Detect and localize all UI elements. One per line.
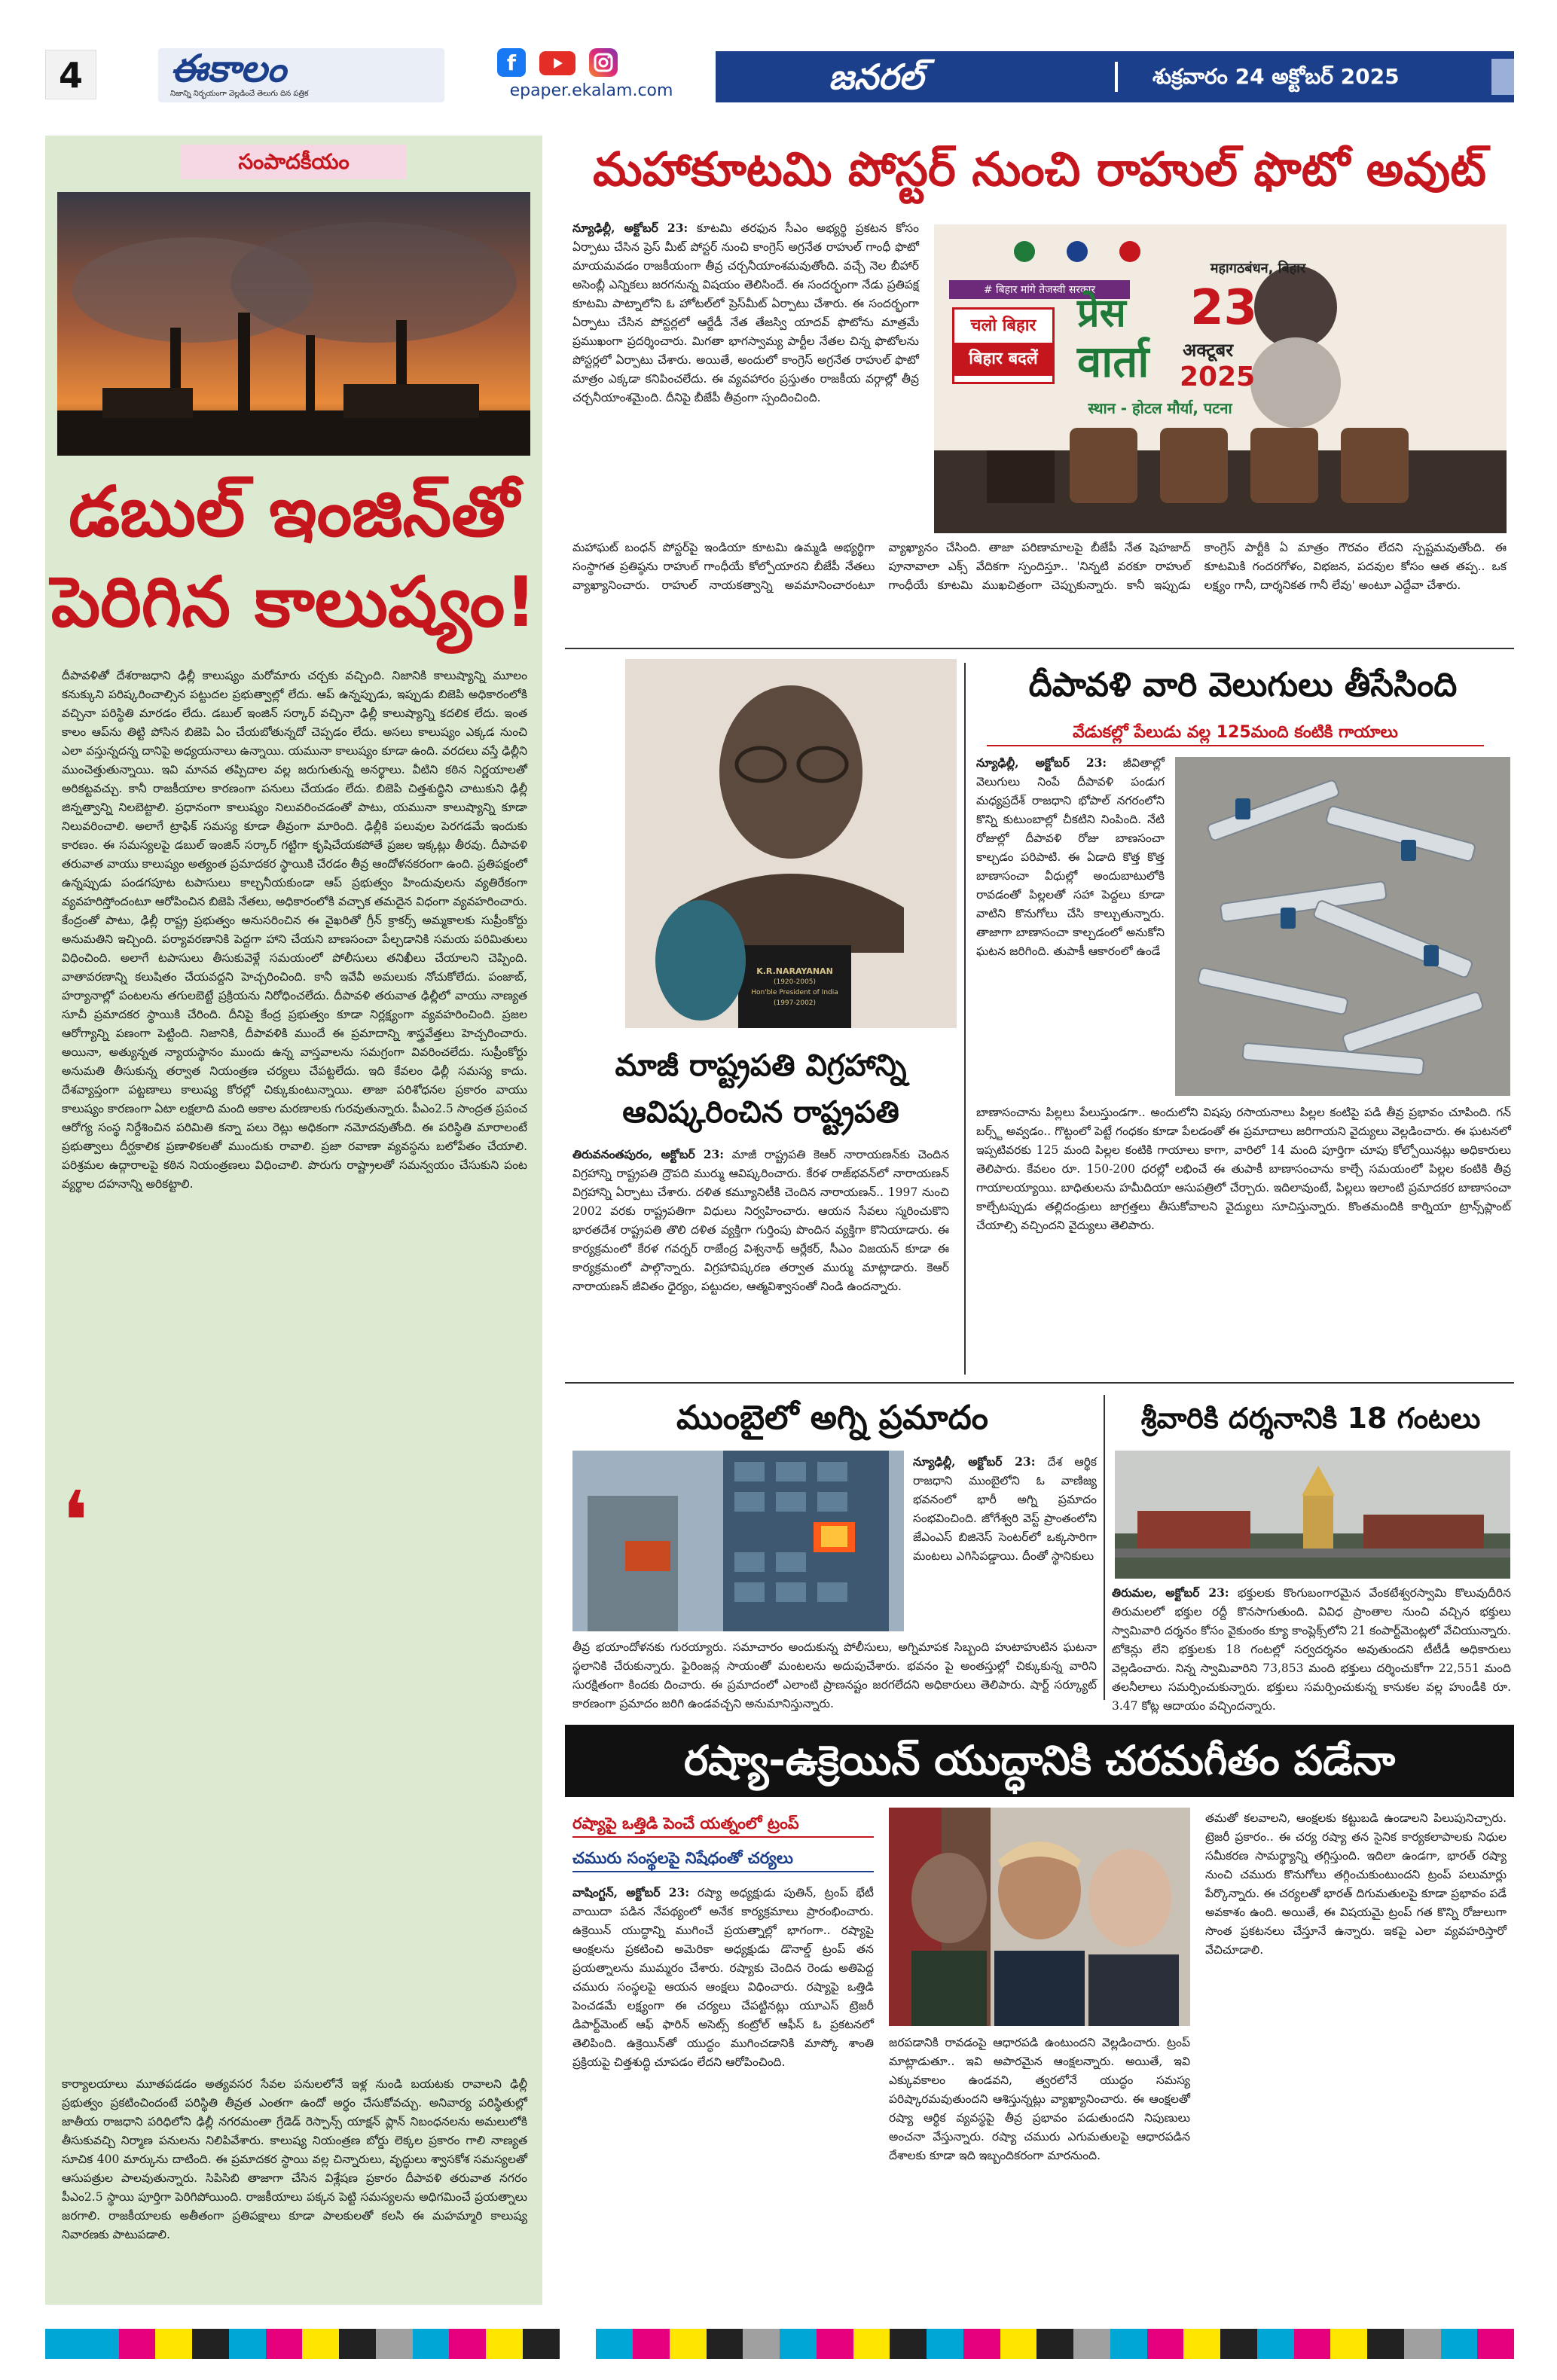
plaque-years: (1920-2005) xyxy=(773,978,817,986)
banner-end-block xyxy=(1491,59,1514,95)
story1-body-bottom: మహాఘట్ బంధన్ పోస్టర్‌పై ఇండియా కూటమి ఉమ్మడి అభ్యర్థిగా సంస్థాగత ప్రతిష్ఠను రాహుల్ గాంధీయే కోల్పోయారని బీజేపీ నేతలు వ్యాఖ్యానించారు. రాహుల్ నాయకత్వాన్ని అవమానించారంటూ వ్యాఖ్యానం చేసింది. తాజా పరిణామాలపై బీజేపీ నేత షెహజాద్ పూనావాలా ఎక్స్ వేదికగా స్పందిస్తూ.. 'నిన్నటి వరకూ రాహుల్ గాంధీయే కూటమి ముఖచిత్రంగా చెప్పుకున్నారు. కానీ ఇప్పుడు కాంగ్రెస్ పార్టీకి ఏ మాత్రం గౌరవం లేదని స్పష్టమవుతోంది. ఈ కూటమికి గందరగోళం, విభజన, పదవుల కోసం ఆత తప్ప.. ఒక లక్ష్యం గానీ, దార్శనికత గానీ లేవు' అంటూ ఎద్దేవా చేశారు. xyxy=(572,541,1507,592)
color-swatch xyxy=(1036,2329,1073,2359)
story3-text-block xyxy=(572,1145,949,1375)
editorial-headline-line1: డబుల్ ఇంజిన్‌తో xyxy=(69,471,519,552)
color-swatch xyxy=(486,2329,523,2359)
color-swatch xyxy=(927,2329,963,2359)
facebook-icon[interactable]: f xyxy=(497,48,526,77)
story3-headline-line2: ఆవిష్కరించిన రాష్ట్రపతి xyxy=(622,1095,899,1130)
section-title: జనరల్ xyxy=(829,56,924,97)
poster-day: 23 xyxy=(1190,280,1258,336)
poster-chalo2: बिहार बदलें xyxy=(954,343,1052,376)
color-swatch xyxy=(413,2329,450,2359)
press-poster-photo xyxy=(934,224,1507,533)
color-swatch xyxy=(376,2329,413,2359)
color-swatch xyxy=(1073,2329,1110,2359)
story5-body-text: భక్తులకు కొంగుబంగారమైన వేంకటేశ్వరస్వామి కొలువుదీరిన తిరుమలలో భక్తుల రద్దీ కొనసాగుతుంది. వివిధ ప్రాంతాల నుంచి వచ్చిన భక్తులు స్వామివారి దర్శనం కోసం వైకుంఠం క్యూ కాంప్లెక్స్‌లోని 21 కంపార్ట్‌మెంట్లలో వేచియున్నారు. టోకెన్లు లేని భక్తులకు 18 గంటల్లో సర్వదర్శనం అవుతుందని టీటీడీ అధికారులు వెల్లడించారు. నిన్న స్వామివారిని 73,853 మంది భక్తులు దర్శించుకోగా 22,551 మంది తలనీలాలు సమర్పించుకున్నారు. భక్తులు సమర్పించుకున్న కానుకల వల్ల హుండీకి రూ. 3.47 కోట్ల ఆదాయం వచ్చిందన్నారు. xyxy=(1112,1586,1511,1713)
story2-body-bottom: బాణాసంచాను పిల్లలు పేలుస్తుండగా.. అందులోని విషపు రసాయనాలు పిల్లల కంటిపై పడి తీవ్ర ప్రభావం చూపింది. గన్ బర్స్ట్ అవ్వడం.. గొట్టంలో పెట్టే గంధకం కూడా పేలడంతో ఈ ప్రమాదాలు జరిగాయని వైద్యులు వెల్లడించారు. ఈ ఘటనలో ఇప్పటివరకు 125 మంది పిల్లల కంటికి గాయాలు కాగా, వారిలో 14 మంది పూర్తిగా చూపు కోల్పోయినట్లు అధికారులు తెలిపారు. కేవలం రూ. 150-200 ధరల్లో లభించే ఈ తుపాకీ బాణాసంచాను కాల్చే సమయంలో పిల్లల కంటికి తీవ్ర గాయాలయ్యాయి. బాధితులను హమీదియా ఆసుపత్రిలో చేర్చారు. ఇదిలావుంటే, పిల్లలు ఇలాంటి ప్రమాదకర బాణాసంచా కాల్చేటప్పుడు తల్లిదండ్రులు జాగ్రత్తలు తీసుకోవాలని వైద్యులు సూచిస్తున్నారు. కొంతమందికి కార్నియా ట్రాన్స్‌ప్లాంట్ చేయాల్సి వచ్చిందని వైద్యులు తెలిపారు. xyxy=(976,1106,1511,1232)
plaque-name: K.R.NARAYANAN xyxy=(756,966,833,976)
story-statue xyxy=(565,659,957,1378)
color-swatch xyxy=(1294,2329,1331,2359)
color-swatch xyxy=(780,2329,817,2359)
color-swatch xyxy=(963,2329,1000,2359)
story2-body-side: జీవితాల్లో వెలుగులు నింపే దీపావళి పండుగ మధ్యప్రదేశ్ రాజధాని భోపాల్ నగరంలోని కొన్ని కుటుంబాల్లో చీకటిని నింపింది. నేటి రోజుల్లో దీపావళి రోజు బాణసంచా కాల్చడం పరిపాటి. ఈ ఏడాది కొత్త కొత్త బాణాసంచా వీధుల్లో అందుబాటులోకి రావడంతో పిల్లలతో సహా పెద్దలు కూడా వాటిని కొనుగోలు చేసి కాల్చుతున్నారు. తాజాగా బాణాసంచా కాల్చడంలో అనుకోని ఘటన జరిగింది. తుపాకీ ఆకారంలో ఉండే xyxy=(976,756,1165,958)
color-swatch xyxy=(1477,2329,1514,2359)
poster-press: प्रेस xyxy=(1077,291,1126,336)
color-swatch xyxy=(743,2329,780,2359)
youtube-icon[interactable] xyxy=(539,51,575,75)
editorial-panel xyxy=(45,136,542,2305)
story4-text-side xyxy=(913,1452,1097,1633)
color-swatch xyxy=(1257,2329,1294,2359)
story2-text-side xyxy=(976,753,1165,1096)
story1-text-block xyxy=(572,218,919,535)
color-swatch xyxy=(707,2329,743,2359)
color-swatch xyxy=(229,2329,266,2359)
issue-date: శుక్రవారం 24 అక్టోబర్ 2025 xyxy=(1152,64,1400,89)
poster-chalo-box xyxy=(952,307,1055,384)
tirumala-temple-photo xyxy=(1115,1451,1510,1579)
story6-headline: రష్యా-ఉక్రెయిన్ యుద్ధానికి చరమగీతం పడేనా xyxy=(683,1737,1396,1784)
story6-col3: తమతో కలవాలని, ఆంక్షలకు కట్టుబడి ఉండాలని పిలుపునిచ్చారు. ట్రెజరీ ప్రకారం.. ఈ చర్య రష్యా తన సైనిక కార్యకలాపాలకు నిధుల సమీకరణ సామర్థ్యాన్ని తగ్గిస్తుంది. ఇదిలా ఉండగా, భారత్ రష్యా నుంచి చమురు కొనుగోలు తగ్గించుకుంటుందని ట్రంప్ పలుమార్లు పేర్కొన్నారు. ఈ చర్యలతో భారత్ దిగుమతులపై కూడా ప్రభావం పడే అవకాశం ఉంది. అయితే, ఈ విషయమై ట్రంప్ గత కొన్ని రోజులుగా సొంత ప్రకటనలు చేస్తూనే ఉన్నారు. ఇకపై ఎలా వ్యవహరిస్తారో వేచిచూడాలి. xyxy=(1205,1811,1507,1957)
editorial-headline-line2: పెరిగిన కాలుష్యం! xyxy=(50,562,537,642)
story5-body xyxy=(1112,1583,1511,1713)
color-swatch xyxy=(560,2329,597,2359)
logo-tagline: నిజాన్ని నిర్భయంగా వెల్లడించే తెలుగు దిన పత్రిక xyxy=(170,90,309,98)
section-banner xyxy=(716,51,1514,102)
color-swatch xyxy=(1147,2329,1184,2359)
story6-col2: జరపడానికి రావడంపై ఆధారపడి ఉంటుందని వెల్లడించారు. ట్రంప్ మాట్లాడుతూ.. ఇవి అపారమైన ఆంక్షలన్నారు. అయితే, ఇవి ఎక్కువకాలం ఉండవని, త్వరలోనే యుద్ధం సమస్య పరిష్కారమవుతుందని ఆశిస్తున్నట్లు వ్యాఖ్యానించారు. ఈ ఆంక్షలతో రష్యా ఆర్థిక వ్యవస్థపై తీవ్ర ప్రభావం పడుతుందని నిపుణులు అంచనా వేస్తున్నారు. రష్యా చమురు ఎగుమతులపై ఆధారపడిన దేశాలకు కూడా ఇది ఇబ్బందికరంగా మారనుంది. xyxy=(889,2036,1190,2162)
plaque-term: (1997-2002) xyxy=(773,999,817,1007)
poster-year: 2025 xyxy=(1180,362,1256,392)
epaper-url[interactable]: epaper.ekalam.com xyxy=(509,81,673,100)
color-swatch xyxy=(45,2329,82,2359)
story-mahakutami xyxy=(565,136,1514,640)
color-swatch xyxy=(1367,2329,1404,2359)
quote-mark: ❛ xyxy=(62,1476,107,1567)
color-swatch xyxy=(82,2329,119,2359)
story1-body-left: కూటమి తరఫున సీఎం అభ్యర్థి ప్రకటన కోసం ఏర్పాటు చేసిన ప్రెస్ మీట్ పోస్టర్ నుంచి కాంగ్రెస్ అగ్రనేత రాహుల్ గాంధీ ఫొటో మాయమవడం రాజకీయంగా తీవ్ర చర్చనీయాంశమవుతోంది. వచ్చే నెల బీహార్ అసెంబ్లీ ఎన్నికలు జరగనున్న విషయం తెలిసిందే. ఈ సందర్భంగా నేడు ప్రతిపక్ష కూటమి పాట్నాలోని ఓ హోటల్‌లో ప్రెస్‌మీట్ ఏర్పాటు చేశారు. ఈ సందర్భంగా ఏర్పాటు చేసిన పోస్టర్లలో ఆర్జేడీ నేత తేజస్వి యాదవ్ ఫొటోను మాత్రమే ప్రముఖంగా ప్రదర్శించారు. మిగతా భాగస్వామ్య పార్టీల నేతల చిన్న ఫొటోలను పోస్టర్లలో ఏర్పాటు చేశారు. అయితే, అందులో కాంగ్రెస్ అగ్రనేత రాహుల్ ఫొటో మాత్రం ఎక్కడా కనిపించలేదు. ఈ వ్యవహారం ప్రస్తుతం రాజకీయ వర్గాల్లో తీవ్ర చర్చనీయాంశమైంది. దీనిపై బీజేపీ తీవ్రంగా స్పందించింది. xyxy=(572,221,919,404)
editorial-body-2: కార్యాలయాలు మూతపడడం అత్యవసర సేవల పనులలోనే ఇళ్ల నుండి బయటకు రావాలని ఢిల్లీ ప్రభుత్వం ప్రకటించిందంటే పరిస్థితి తీవ్రత ఎంతగా ఉందో అర్థం చేసుకోవచ్చు. అనివార్య పరిస్థితుల్లో జాతీయ రాజధాని పరిధిలోని ఢిల్లీ నగరమంతా గ్రేడెడ్ రెస్పాన్స్ యాక్షన్ ప్లాన్ నిబంధనలను అమలులోకి తీసుకువచ్చి నిర్మాణ పనులను నిలిపివేశారు. కాలుష్య నియంత్రణ బోర్డు లెక్కల ప్రకారం గాలి నాణ్యత సూచిక 400 మార్కును దాటింది. ఈ ప్రమాదకర స్థాయి వల్ల చిన్నారులు, వృద్ధులు శ్వాసకోశ సమస్యలతో ఆసుపత్రుల పాలవుతున్నారు. సిపిసిబి తాజాగా చేసిన విశ్లేషణ ప్రకారం దీపావళి తరువాత నగరం పీఎం2.5 స్థాయి పూర్తిగా పెరిగిపోయింది. రాజకీయాలు పక్కన పెట్టి సమస్యలను అధిగమించే ప్రయత్నాలు జరగాలి. రాజకీయాలకు అతీతంగా ప్రతిపక్షాలు కూడా పాలకులతో కలసి ఈ మహమ్మారి కాలుష్య నివారణకు పాటుపడాలి. xyxy=(62,2077,527,2241)
story3-body: మాజీ రాష్ట్రపతి కెఆర్ నారాయణన్‌కు చెందిన విగ్రహాన్ని రాష్ట్రపతి ద్రౌపది ముర్ము ఆవిష్కరించారు. కేరళ రాజ్‌భవన్‌లో నారాయణన్ విగ్రహాన్ని ఏర్పాటు చేశారు. దళిత కమ్యూనిటీకి చెందిన నారాయణన్.. 1997 నుంచి 2002 వరకు రాష్ట్రపతిగా విధులు నిర్వహించారు. ఆయన సేవలు స్మరించుకొని భారతదేశ రాష్ట్రపతి తొలి దళిత వ్యక్తిగా గుర్తింపు పొందిన వ్యక్తిగా కొనియాడారు. ఈ కార్యక్రమంలో కేరళ గవర్నర్ రాజేంద్ర విశ్వనాథ్ ఆర్లేకర్, సీఎం విజయన్ కూడా ఈ కార్యక్రమంలో పాల్గొన్నారు. విగ్రహావిష్కరణ తర్వాత ముర్ము మాట్లాడారు. కెఆర్ నారాయణన్ జీవితం ధైర్యం, పట్టుదల, ఆత్మవిశ్వాసంతో నిండి ఉందన్నారు. xyxy=(572,1148,949,1293)
divider-2 xyxy=(565,1382,1514,1384)
story2-dateline: న్యూఢిల్లీ, అక్టోబర్ 23: xyxy=(976,755,1107,770)
color-swatch xyxy=(670,2329,707,2359)
color-swatches xyxy=(45,2329,1514,2359)
page-number: 4 xyxy=(45,50,96,99)
color-swatch xyxy=(853,2329,890,2359)
poster-top-label: महागठबंधन, बिहार xyxy=(1210,261,1306,276)
editorial-body-1: దీపావళితో దేశరాజధాని ఢిల్లీ కాలుష్యం మరోమారు చర్చకు వచ్చింది. నిజానికి కాలుష్యాన్ని మూలం కనుక్కుని పరిష్కరించాల్సిన పట్టుదల ప్రభుత్వాల్లో లేదు. ఆప్ ఉన్నప్పుడు, ఇప్పుడు బిజెపి అధికారంలోకి వచ్చినా పరిస్థితి మారడం లేదు. డబుల్ ఇంజిన్ సర్కార్ వచ్చినా ఢిల్లీ కాలుష్యాన్ని కదలిక లేదు. ఇంత కాలం ఆప్‌ను తిట్టి పోసిన బిజెపి ఏం చేయబోతున్నదో చెప్పడం లేదు. అసలు కాలుష్యం ఎక్కడ నుంచి ఎలా వస్తున్నదన్న దానిపై అధ్యయనాలు ఉన్నాయి. యమునా కాలుష్యం కూడా ఉంది. వరదలు వస్తే ఢిల్లీని ముంచెత్తుతున్నాయి. ఇవి మానవ తప్పిదాల వల్ల జరుగుతున్న అనర్థాలు. వీటిని కఠిన నిర్ణయాలతో అరికట్టవచ్చు. కానీ రాజకీయాల కారణంగా పనులు చేయడం లేదు. బిజెపి చిత్తశుద్ధిని చాటుకుని ఢిల్లీ జిన్నత్వాన్ని నిలబెట్టాలి. ప్రధానంగా కాలుష్యం నిలువరించడంతో పాటు, యమునా కాలుష్యాన్ని కూడా నిలువరించాలి. అలాగే ట్రాఫిక్ సమస్య కూడా తీవ్రంగా మారింది. ఢిల్లీకి పలువుల పెరగడమే ఇందుకు కారణం. ఈ సమస్యలపై డబుల్ ఇంజిన్ సర్కార్ గట్టిగా కృషిచేయకపోతే ప్రజల ఇక్కట్లు తీరవు. దీపావళి తరువాత వాయు కాలుష్యం అత్యంత ప్రమాదకర స్థాయికి చేరడం తీవ్ర ఆందోళనకరంగా ఉంది. ప్రతిపక్షంలో ఉన్నప్పుడు పండగపూట టపాసులు కాల్చనీయకుండా ఆప్ ప్రభుత్వం హిందువులను వ్యతిరేకంగా వ్యవహరిస్తోందంటూ ఆరోపించిన బిజెపి నేతలు, అధికారంలోకి వచ్చాక తమదైన విధంగా వ్యవహరించారు. కేంద్రంతో పాటు, ఢిల్లీ రాష్ట్ర ప్రభుత్వం అనుసరించిన ఈ వైఖరితో గ్రీన్ క్రాకర్స్ అమ్మకాలకు సుప్రీంకోర్టు అనుమతిని ఇచ్చింది. పర్యావరణానికి పెద్దగా హాని చేయని బాణసంచా పేల్చడానికి సమయ పరిమితులు విధించింది. అలాగే టపాసులు తీసుకువెళ్లే సమయంలో పోలీసులు తనిఖీలు చేయాలని చెప్పింది. వాతావరణాన్ని కలుషితం చేయవద్దని హెచ్చరించింది. కానీ ఇవేవీ అమలుకు నోచుకోలేదు. పంజాబ్, హర్యానాల్లో పంటలను తగులబెట్టే ప్రక్రియను నిరోధించలేదు. దీపావళి తరువాత ఢిల్లీలో వాయు నాణ్యత సూచీ ప్రమాదకర స్థాయికి చేరింది. దీనిపై కేంద్ర ప్రభుత్వం కూడా నిర్లక్ష్యంగా వ్యవహరించింది. ప్రజల ఆరోగ్యాన్ని పణంగా పెట్టింది. నిజానికి, దీపావళికి ముందే ఈ ప్రమాదాన్ని శాస్త్రవేత్తలు హెచ్చరించారు. అయినా, అత్యున్నత న్యాయస్థానం ముందు ఉన్న వాస్తవాలను సమగ్రంగా వివరించలేదు. సుప్రీంకోర్టు అనుమతి తీసుకున్న తర్వాత నియంత్రణ చర్యలు చేపట్టలేదు. ఇది కేవలం ఢిల్లీ సమస్య కాదు. దేశవ్యాప్తంగా పట్టణాలు కాలుష్య కోరల్లో చిక్కుకుంటున్నాయి. తాజా పరిశోధనల ప్రకారం వాయు కాలుష్యం కారణంగా ఏటా లక్షలాది మంది అకాల మరణాలకు గురవుతున్నారు. పీఎం2.5 సాంద్రత ప్రపంచ ఆరోగ్య సంస్థ నిర్దేశించిన పరిమితి కన్నా పలు రెట్లు అధికంగా నమోదవుతోంది. ఈ పరిస్థితి మారాలంటే ప్రభుత్వాలు దీర్ఘకాలిక ప్రణాళికలతో ముందుకు రావాలి. ప్రజా రవాణా వ్యవస్థను బలోపేతం చేయాలి. పరిశ్రమల ఉద్గారాలపై కఠిన నియంత్రణలు విధించాలి. పొరుగు రాష్ట్రాలతో సమన్వయం చేసుకుని పంట వ్యర్థాల దహనాన్ని అరికట్టాలి. xyxy=(62,669,527,1191)
story-mumbai-fire xyxy=(565,1393,1100,1710)
color-swatch xyxy=(1183,2329,1220,2359)
instagram-icon[interactable] xyxy=(589,48,618,77)
color-swatch xyxy=(192,2329,229,2359)
story1-dateline: న్యూఢిల్లీ, అక్టోబర్ 23: xyxy=(572,221,688,235)
story4-headline: ముంబైలో అగ్ని ప్రమాదం xyxy=(676,1399,988,1437)
color-swatch xyxy=(155,2329,192,2359)
statue-photo xyxy=(625,659,957,1028)
color-swatch xyxy=(890,2329,927,2359)
masthead xyxy=(45,44,1514,111)
plaque-title: Hon'ble President of India xyxy=(751,989,838,996)
color-swatch xyxy=(339,2329,376,2359)
color-swatch xyxy=(1110,2329,1147,2359)
social-icons xyxy=(497,48,670,81)
story6-col1 xyxy=(572,1883,874,2301)
color-swatch xyxy=(302,2329,339,2359)
story-diwali xyxy=(972,659,1514,1378)
story-russia-ukraine xyxy=(565,1725,1514,2305)
color-swatch xyxy=(1000,2329,1037,2359)
story6-subhead2: చమురు సంస్థలపై నిషేధంతో చర్యలు xyxy=(572,1844,874,1872)
editorial-label: సంపాదకీయం xyxy=(181,145,407,179)
story6-headline-bar xyxy=(565,1725,1514,1797)
color-swatch xyxy=(449,2329,486,2359)
color-swatch xyxy=(1220,2329,1257,2359)
color-swatch xyxy=(1330,2329,1367,2359)
poster-varta: वार्ता xyxy=(1077,336,1149,387)
color-swatch xyxy=(817,2329,853,2359)
story4-body-bottom: తీవ్ర భయాందోళనకు గురయ్యారు. సమాచారం అందుకున్న పోలీసులు, అగ్నిమాపక సిబ్బంది హుటాహుటిన ఘటనా స్థలానికి చేరుకున్నారు. ఫైరింజన్ల సాయంతో మంటలను అదుపుచేశారు. భవనం పై అంతస్తుల్లో చిక్కుకున్న వారిని సురక్షితంగా కిందకు దించారు. ఈ ప్రమాదంలో ఎలాంటి ప్రాణనష్టం జరగలేదని అధికారులు తెలిపారు. షార్ట్ సర్క్యూట్ కారణంగా ప్రమాదం జరిగి ఉండవచ్చని అనుమానిస్తున్నారు. xyxy=(572,1640,1097,1710)
story6-subhead1: రష్యాపై ఒత్తిడి పెంచే యత్నంలో ట్రంప్ xyxy=(572,1809,874,1838)
mumbai-fire-photo xyxy=(572,1451,904,1631)
poster-month: अक्टूबर xyxy=(1183,340,1234,361)
poster-slogan: # बिहार मांगे तेजस्वी सरकार xyxy=(949,280,1130,299)
vertical-divider-2 xyxy=(1104,1395,1105,1700)
story4-body-side: దేశ ఆర్థిక రాజధాని ముంబైలోని ఓ వాణిజ్య భవనంలో భారీ అగ్ని ప్రమాదం సంభవించింది. జోగేశ్వరి వెస్ట్ ప్రాంతంలోని జేఎంఎస్ బిజినెస్ సెంటర్‌లో ఒక్కసారిగా మంటలు ఎగిసిపడ్డాయి. దీంతో స్థానికులు xyxy=(913,1455,1097,1563)
logo-text: ఈకాలం xyxy=(170,47,286,90)
color-swatch xyxy=(1404,2329,1441,2359)
firecracker-guns-photo xyxy=(1175,757,1510,1096)
color-swatch xyxy=(596,2329,633,2359)
leaders-photo xyxy=(889,1808,1190,2026)
print-color-bar xyxy=(45,2329,1514,2359)
section-divider xyxy=(1115,62,1118,92)
logo xyxy=(158,48,444,102)
vertical-divider-1 xyxy=(964,663,966,1375)
story3-dateline: తిరువనంతపురం, అక్టోబర్ 23: xyxy=(572,1147,724,1161)
color-swatch xyxy=(523,2329,560,2359)
divider-1 xyxy=(565,648,1514,649)
poster-venue: स्थान - होटल मौर्या, पटना xyxy=(1088,399,1232,417)
story-tirumala xyxy=(1107,1393,1514,1713)
story6-col1-text: రష్యా అధ్యక్షుడు పుతిన్, ట్రంప్ భేటీ వాయిదా పడిన నేపథ్యంలో అనేక కార్యక్రమాలు ప్రారంభించారు. ఉక్రెయిన్ యుద్ధాన్ని ముగించే ప్రయత్నాల్లో భాగంగా.. రష్యాపై ఆంక్షలను ప్రకటించి అమెరికా అధ్యక్షుడు డొనాల్డ్ ట్రంప్ తన ప్రయత్నాలను ముమ్మరం చేశారు. రష్యాకు చెందిన రెండు అతిపెద్ద చమురు సంస్థలపై ఆయన ఆంక్షలు విధించారు. రష్యాపై ఒత్తిడి పెంచడమే లక్ష్యంగా ఈ చర్యలు చేపట్టినట్లు యూఎస్ ట్రెజరీ డిపార్ట్‌మెంట్ ఆఫ్ ఫారిన్ అసెట్స్ కంట్రోల్ ఆఫీస్ ఓ ప్రకటనలో తెలిపింది. ఉక్రెయిన్‌తో యుద్ధం ముగించడానికి మాస్కో శాంతి ప్రక్రియపై చిత్తశుద్ధి చూపడం లేదని ఆరోపించింది. xyxy=(572,1886,874,2069)
story3-headline-line1: మాజీ రాష్ట్రపతి విగ్రహాన్ని xyxy=(615,1048,907,1083)
color-swatch xyxy=(1441,2329,1478,2359)
color-swatch xyxy=(266,2329,303,2359)
story2-subhead: వేడుకల్లో పేలుడు వల్ల 125మంది కంటికి గాయాలు xyxy=(987,719,1484,746)
story2-headline: దీపావళి వారి వెలుగులు తీసేసింది xyxy=(1028,666,1458,704)
story5-headline: శ్రీవారికి దర్శనానికి 18 గంటలు xyxy=(1140,1402,1481,1435)
color-swatch xyxy=(633,2329,670,2359)
story6-dateline: వాషింగ్టన్, అక్టోబర్ 23: xyxy=(572,1885,690,1899)
story5-dateline: తిరుమల, అక్టోబర్ 23: xyxy=(1112,1585,1229,1600)
story1-headline: మహాకూటమి పోస్టర్ నుంచి రాహుల్ ఫొటో అవుట్ xyxy=(593,142,1486,197)
smog-photo xyxy=(57,192,530,456)
color-swatch xyxy=(119,2329,156,2359)
story4-dateline: న్యూఢిల్లీ, అక్టోబర్ 23: xyxy=(913,1454,1036,1469)
poster-chalo1: चलो बिहार xyxy=(970,316,1036,335)
